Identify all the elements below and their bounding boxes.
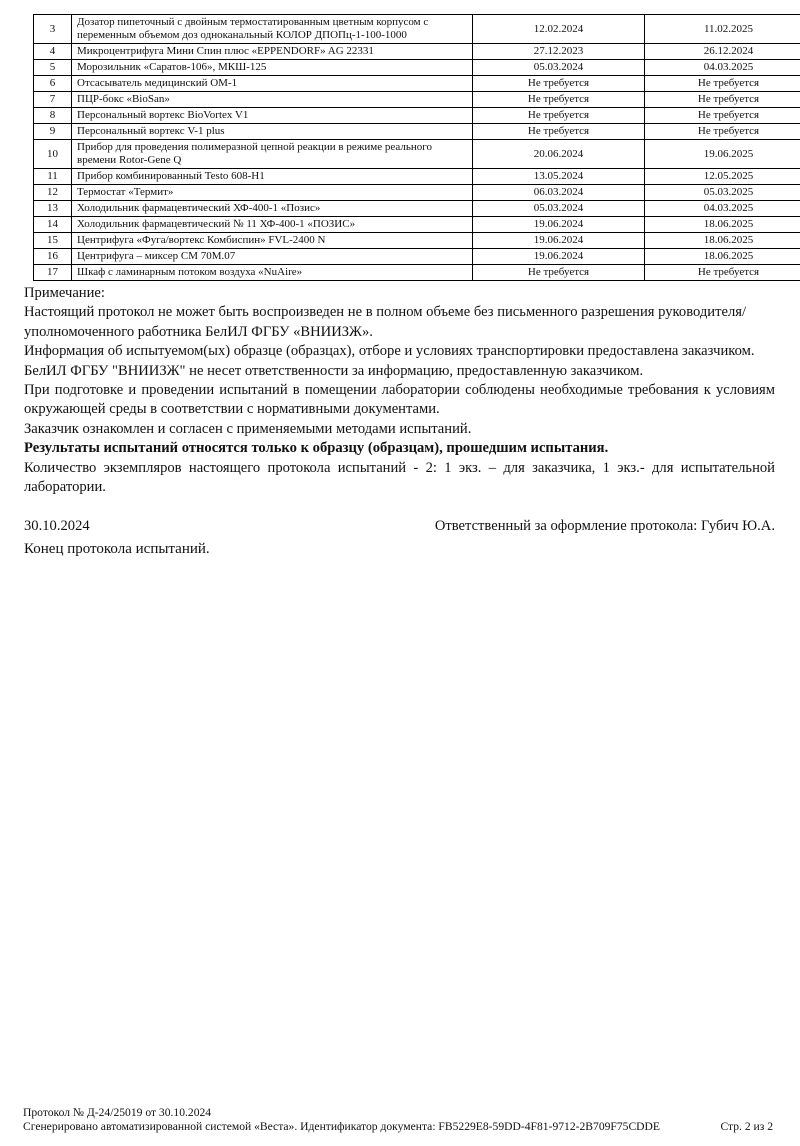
row-number: 10 — [34, 140, 72, 169]
table-row — [34, 60, 800, 76]
equipment-name: Отсасыватель медицинский ОМ-1 — [72, 76, 473, 92]
table-row — [34, 44, 800, 60]
next-verification-date: 19.06.2025 — [645, 140, 800, 169]
verification-date: 05.03.2024 — [473, 201, 645, 217]
responsible-person: Ответственный за оформление протокола: Губич Ю.А. — [435, 517, 775, 536]
table-row — [34, 15, 800, 44]
row-number: 9 — [34, 124, 72, 140]
row-number: 17 — [34, 265, 72, 281]
next-verification-date: 05.03.2025 — [645, 185, 800, 201]
page-footer — [23, 1106, 773, 1135]
equipment-name: Центрифуга «Фуга/вортекс Комбиспин» FVL-2400 N — [72, 233, 473, 249]
equipment-name: Холодильник фармацевтический № 11 ХФ-400-1 «ПОЗИС» — [72, 217, 473, 233]
next-verification-date: 04.03.2025 — [645, 60, 800, 76]
verification-date: Не требуется — [473, 124, 645, 140]
notes-heading: Примечание: — [24, 284, 775, 303]
verification-date: Не требуется — [473, 265, 645, 281]
equipment-table-body — [34, 15, 800, 281]
table-row — [34, 124, 800, 140]
table-row — [34, 233, 800, 249]
table-row — [34, 108, 800, 124]
verification-date: Не требуется — [473, 108, 645, 124]
equipment-name: Холодильник фармацевтический ХФ-400-1 «Позис» — [72, 201, 473, 217]
row-number: 7 — [34, 92, 72, 108]
next-verification-date: 11.02.2025 — [645, 15, 800, 44]
equipment-name: Персональный вортекс BioVortex V1 — [72, 108, 473, 124]
row-number: 4 — [34, 44, 72, 60]
note-paragraph: Настоящий протокол не может быть воспроизведен не в полном объеме без письменного разрешения руководителя/уполномоченного работника БелИЛ ФГБУ «ВНИИЗЖ». — [24, 303, 775, 342]
equipment-name: Морозильник «Саратов-106», МКШ-125 — [72, 60, 473, 76]
next-verification-date: Не требуется — [645, 265, 800, 281]
next-verification-date: 18.06.2025 — [645, 233, 800, 249]
row-number: 11 — [34, 169, 72, 185]
equipment-table — [33, 14, 800, 281]
note-paragraph: Результаты испытаний относятся только к образцу (образцам), прошедшим испытания. — [24, 439, 775, 458]
next-verification-date: Не требуется — [645, 124, 800, 140]
end-of-protocol-line: Конец протокола испытаний. — [24, 539, 775, 559]
verification-date: 19.06.2024 — [473, 217, 645, 233]
equipment-name: Термостат «Термит» — [72, 185, 473, 201]
table-row — [34, 76, 800, 92]
signoff-row — [24, 517, 775, 536]
table-row — [34, 201, 800, 217]
next-verification-date: 18.06.2025 — [645, 249, 800, 265]
verification-date: 06.03.2024 — [473, 185, 645, 201]
notes-section — [24, 284, 775, 497]
table-row — [34, 265, 800, 281]
row-number: 12 — [34, 185, 72, 201]
table-row — [34, 92, 800, 108]
verification-date: Не требуется — [473, 76, 645, 92]
equipment-name: Прибор для проведения полимеразной цепной реакции в режиме реального времени Rotor-Gene Q — [72, 140, 473, 169]
next-verification-date: Не требуется — [645, 92, 800, 108]
next-verification-date: Не требуется — [645, 76, 800, 92]
row-number: 16 — [34, 249, 72, 265]
equipment-name: Микроцентрифуга Мини Спин плюс «EPPENDORF» AG 22331 — [72, 44, 473, 60]
table-row — [34, 185, 800, 201]
next-verification-date: 18.06.2025 — [645, 217, 800, 233]
equipment-name: Персональный вортекс V-1 plus — [72, 124, 473, 140]
row-number: 6 — [34, 76, 72, 92]
protocol-page — [0, 14, 800, 1146]
footer-page-number: Стр. 2 из 2 — [720, 1120, 773, 1135]
equipment-name: Прибор комбинированный Testo 608-H1 — [72, 169, 473, 185]
note-paragraph: При подготовке и проведении испытаний в помещении лаборатории соблюдены необходимые требования к условиям окружающей среды в соответствии с нормативными документами. — [24, 381, 775, 420]
row-number: 5 — [34, 60, 72, 76]
verification-date: 19.06.2024 — [473, 249, 645, 265]
verification-date: 19.06.2024 — [473, 233, 645, 249]
table-row — [34, 217, 800, 233]
row-number: 14 — [34, 217, 72, 233]
next-verification-date: 26.12.2024 — [645, 44, 800, 60]
verification-date: 20.06.2024 — [473, 140, 645, 169]
equipment-name: Шкаф с ламинарным потоком воздуха «NuAire» — [72, 265, 473, 281]
equipment-name: Дозатор пипеточный с двойным термостатированным цветным корпусом с переменным объемом доз одноканальный КОЛОР ДПОПц-1-100-1000 — [72, 15, 473, 44]
verification-date: 27.12.2023 — [473, 44, 645, 60]
row-number: 8 — [34, 108, 72, 124]
verification-date: 13.05.2024 — [473, 169, 645, 185]
row-number: 3 — [34, 15, 72, 44]
note-paragraph: БелИЛ ФГБУ "ВНИИЗЖ" не несет ответственности за информацию, предоставленную заказчиком. — [24, 362, 775, 381]
verification-date: 05.03.2024 — [473, 60, 645, 76]
table-row — [34, 169, 800, 185]
next-verification-date: 12.05.2025 — [645, 169, 800, 185]
notes-paragraphs — [24, 303, 775, 497]
next-verification-date: Не требуется — [645, 108, 800, 124]
table-row — [34, 249, 800, 265]
protocol-date: 30.10.2024 — [24, 517, 90, 536]
equipment-name: Центрифуга – миксер СМ 70М.07 — [72, 249, 473, 265]
next-verification-date: 04.03.2025 — [645, 201, 800, 217]
row-number: 13 — [34, 201, 72, 217]
verification-date: Не требуется — [473, 92, 645, 108]
note-paragraph: Информация об испытуемом(ых) образце (образцах), отборе и условиях транспортировки предоставлена заказчиком. — [24, 342, 775, 361]
equipment-name: ПЦР-бокс «BioSan» — [72, 92, 473, 108]
row-number: 15 — [34, 233, 72, 249]
note-paragraph: Количество экземпляров настоящего протокола испытаний - 2: 1 экз. – для заказчика, 1 экз.- для испытательной лаборатории. — [24, 459, 775, 498]
note-paragraph: Заказчик ознакомлен и согласен с применяемыми методами испытаний. — [24, 420, 775, 439]
table-row — [34, 140, 800, 169]
footer-generated-info: Сгенерировано автоматизированной системой «Веста». Идентификатор документа: FB5229E8-59DD-4F81-9712-2B709F75CDDE — [23, 1120, 660, 1135]
verification-date: 12.02.2024 — [473, 15, 645, 44]
footer-protocol-number: Протокол № Д-24/25019 от 30.10.2024 — [23, 1106, 773, 1121]
